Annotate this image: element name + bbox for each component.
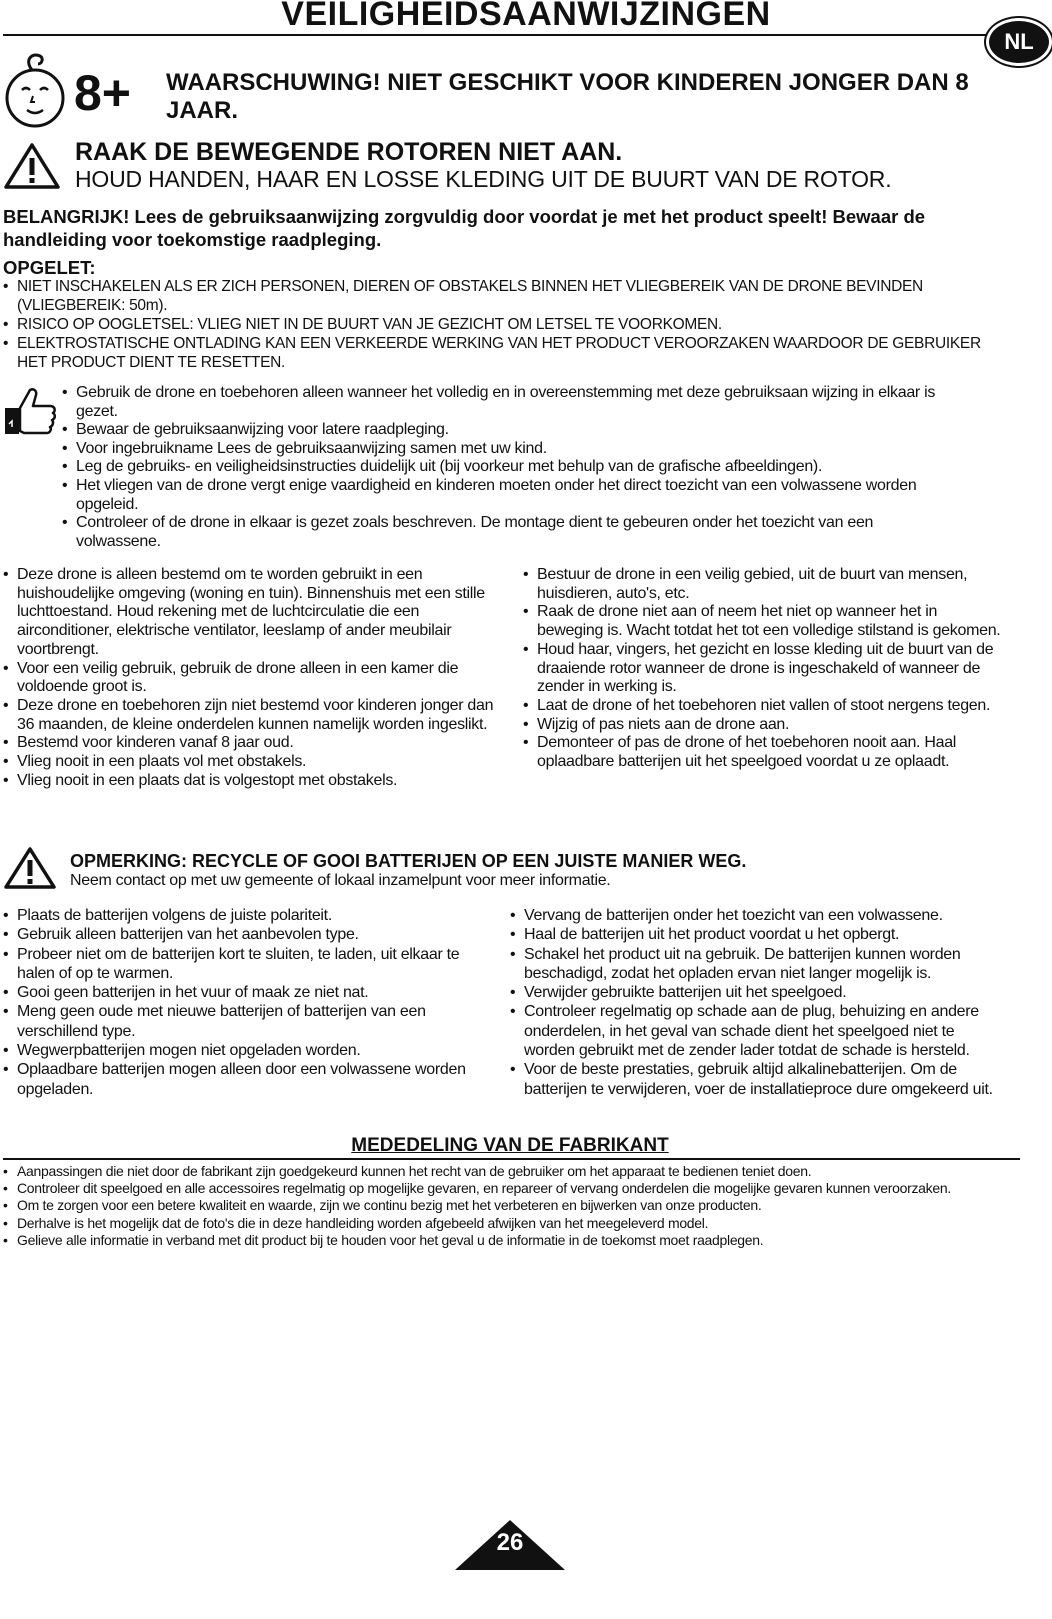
manufacturer-rule bbox=[3, 1158, 1020, 1160]
battery-rule-item: • Gebruik alleen batterijen van het aanbevolen type. bbox=[3, 925, 501, 944]
child-face-icon bbox=[2, 46, 68, 132]
drone-rule-item: • Laat de drone of het toebehoren niet vallen of stoot nergens tegen. bbox=[523, 697, 1003, 716]
drone-rules-right bbox=[523, 566, 1003, 772]
rotor-warning-title: RAAK DE BEWEGENDE ROTOREN NIET AAN. bbox=[75, 138, 623, 166]
drone-rule-item: • Vlieg nooit in een plaats dat is volgestopt met obstakels. bbox=[3, 772, 501, 791]
battery-rule-item: • Oplaadbare batterijen mogen alleen door een volwassene worden opgeladen. bbox=[3, 1060, 501, 1099]
caution-list bbox=[3, 277, 1013, 372]
manufacturer-item: • Controleer dit speelgoed en alle accessoires regelmatig op mogelijke gevaren, en repareer of vervang onderdelen die mogelijke gevaren kunnen veroorzaken. bbox=[3, 1180, 1013, 1197]
manufacturer-item: • Derhalve is het mogelijk dat de foto's die in deze handleiding worden afgebeeld afwijken van het meegeleverd model. bbox=[3, 1215, 1013, 1232]
page-title: VEILIGHEIDSAANWIJZINGEN bbox=[281, 0, 771, 33]
thumbs-up-icon bbox=[2, 386, 58, 438]
usage-item: • Leg de gebruiks- en veiligheidsinstructies duidelijk uit (bij voorkeur met behulp van de grafische afbeeldingen). bbox=[62, 458, 952, 477]
drone-rule-item: • Bestuur de drone in een veilig gebied, uit de buurt van mensen, huisdieren, auto's, etc. bbox=[523, 566, 1003, 603]
usage-item: • Het vliegen van de drone vergt enige vaardigheid en kinderen moeten onder het direct toezicht van een volwassene worden opgeleid. bbox=[62, 477, 952, 514]
usage-list bbox=[62, 384, 952, 551]
battery-warning-title: OPMERKING: RECYCLE OF GOOI BATTERIJEN OP EEN JUISTE MANIER WEG. bbox=[70, 851, 747, 871]
important-notice: BELANGRIJK! Lees de gebruiksaanwijzing zorgvuldig door voordat je met het product speelt! Bewaar de handleiding voor toekomstige raadpleging. bbox=[3, 206, 926, 250]
usage-item: • Gebruik de drone en toebehoren alleen wanneer het volledig en in overeenstemming met deze gebruiksaan wijzing in elkaar is gezet. bbox=[62, 384, 952, 421]
usage-item: • Bewaar de gebruiksaanwijzing voor latere raadpleging. bbox=[62, 421, 952, 440]
caution-item: • RISICO OP OOGLETSEL: VLIEG NIET IN DE BUURT VAN JE GEZICHT OM LETSEL TE VOORKOMEN. bbox=[3, 315, 1013, 334]
battery-rule-item: • Gooi geen batterijen in het vuur of maak ze niet nat. bbox=[3, 983, 501, 1002]
battery-rules-left bbox=[3, 906, 501, 1099]
battery-warning-subtitle: Neem contact op met uw gemeente of lokaal inzamelpunt voor meer informatie. bbox=[70, 872, 611, 889]
drone-rule-item: • Wijzig of pas niets aan de drone aan. bbox=[523, 716, 1003, 735]
language-badge: NL bbox=[986, 18, 1052, 66]
drone-rule-item: • Houd haar, vingers, het gezicht en losse kleding uit de buurt van de draaiende rotor wanneer de drone is ingeschakeld of wanneer de zender in werking is. bbox=[523, 641, 1003, 697]
manufacturer-item: • Om te zorgen voor een betere kwaliteit en waarde, zijn we continu bezig met het verbeteren en bijwerken van onze producten. bbox=[3, 1197, 1013, 1214]
rotor-warning-subtitle: HOUD HANDEN, HAAR EN LOSSE KLEDING UIT DE BUURT VAN DE ROTOR. bbox=[75, 166, 892, 192]
battery-rule-item: • Schakel het product uit na gebruik. De batterijen kunnen worden beschadigd, zodat het opladen ervan niet langer mogelijk is. bbox=[510, 945, 1005, 984]
battery-rule-item: • Plaats de batterijen volgens de juiste polariteit. bbox=[3, 906, 501, 925]
manufacturer-list bbox=[3, 1163, 1013, 1249]
caution-heading: OPGELET: bbox=[3, 257, 96, 278]
page-number: 26 bbox=[496, 1529, 524, 1556]
warning-triangle-icon bbox=[3, 142, 61, 190]
drone-rule-item: • Raak de drone niet aan of neem het niet op wanneer het in beweging is. Wacht totdat het tot een volledige stilstand is gekomen. bbox=[523, 603, 1003, 640]
battery-rule-item: • Meng geen oude met nieuwe batterijen of batterijen van een verschillend type. bbox=[3, 1002, 501, 1041]
battery-rule-item: • Voor de beste prestaties, gebruik altijd alkalinebatterijen. Om de batterijen te verwijderen, voer de installatieproce dure omgekeerd uit. bbox=[510, 1060, 1005, 1099]
battery-rule-item: • Wegwerpbatterijen mogen niet opgeladen worden. bbox=[3, 1041, 501, 1060]
battery-rule-item: • Controleer regelmatig op schade aan de plug, behuizing en andere onderdelen, in het geval van schade dient het speelgoed niet te worden gebruikt met de zender lader totdat de schade is hersteld. bbox=[510, 1002, 1005, 1060]
battery-rule-item: • Verwijder gebruikte batterijen uit het speelgoed. bbox=[510, 983, 1005, 1002]
caution-item: • NIET INSCHAKELEN ALS ER ZICH PERSONEN, DIEREN OF OBSTAKELS BINNEN HET VLIEGBEREIK VAN DE DRONE BEVINDEN (VLIEGBEREIK: 50m). bbox=[3, 277, 1013, 315]
manufacturer-notice-title: MEDEDELING VAN DE FABRIKANT bbox=[351, 1135, 669, 1156]
drone-rule-item: • Voor een veilig gebruik, gebruik de drone alleen in een kamer die voldoende groot is. bbox=[3, 660, 501, 697]
manufacturer-item: • Aanpassingen die niet door de fabrikant zijn goedgekeurd kunnen het recht van de gebruiker om het apparaat te bedienen teniet doen. bbox=[3, 1163, 1013, 1180]
drone-rules-left bbox=[3, 566, 501, 790]
warning-triangle-icon bbox=[3, 846, 57, 890]
battery-rules-right bbox=[510, 906, 1005, 1099]
drone-rule-item: • Vlieg nooit in een plaats vol met obstakels. bbox=[3, 753, 501, 772]
drone-rule-item: • Deze drone en toebehoren zijn niet bestemd voor kinderen jonger dan 36 maanden, de kleine onderdelen kunnen namelijk worden ingeslikt. bbox=[3, 697, 501, 734]
age-warning-text: WAARSCHUWING! NIET GESCHIKT VOOR KINDEREN JONGER DAN 8 JAAR. bbox=[166, 69, 969, 124]
usage-item: • Controleer of de drone in elkaar is gezet zoals beschreven. De montage dient te gebeuren onder het toezicht van een volwassene. bbox=[62, 514, 952, 551]
manufacturer-item: • Gelieve alle informatie in verband met dit product bij te houden voor het geval u de informatie in de toekomst moet raadplegen. bbox=[3, 1232, 1013, 1249]
usage-item: • Voor ingebruikname Lees de gebruiksaanwijzing samen met uw kind. bbox=[62, 440, 952, 459]
drone-rule-item: • Demonteer of pas de drone of het toebehoren nooit aan. Haal oplaadbare batterijen uit het speelgoed voordat u ze oplaadt. bbox=[523, 734, 1003, 771]
battery-rule-item: • Probeer niet om de batterijen kort te sluiten, te laden, uit elkaar te halen of op te warmen. bbox=[3, 945, 501, 984]
drone-rule-item: • Deze drone is alleen bestemd om te worden gebruikt in een huishoudelijke omgeving (woning en tuin). Binnenshuis met een stille luchttoestand. Houd rekening met de luchtcirculatie die een airconditioner, elektrische ventilator, leeslamp of ander meubilair voortbrengt. bbox=[3, 566, 501, 660]
drone-rule-item: • Bestemd voor kinderen vanaf 8 jaar oud. bbox=[3, 734, 501, 753]
battery-rule-item: • Vervang de batterijen onder het toezicht van een volwassene. bbox=[510, 906, 1005, 925]
caution-item: • ELEKTROSTATISCHE ONTLADING KAN EEN VERKEERDE WERKING VAN HET PRODUCT VEROORZAKEN WAARDOOR DE GEBRUIKER HET PRODUCT DIENT TE RESETTEN. bbox=[3, 334, 1013, 372]
age-label: 8+ bbox=[74, 65, 132, 121]
title-rule bbox=[3, 34, 993, 36]
battery-rule-item: • Haal de batterijen uit het product voordat u het opbergt. bbox=[510, 925, 1005, 944]
